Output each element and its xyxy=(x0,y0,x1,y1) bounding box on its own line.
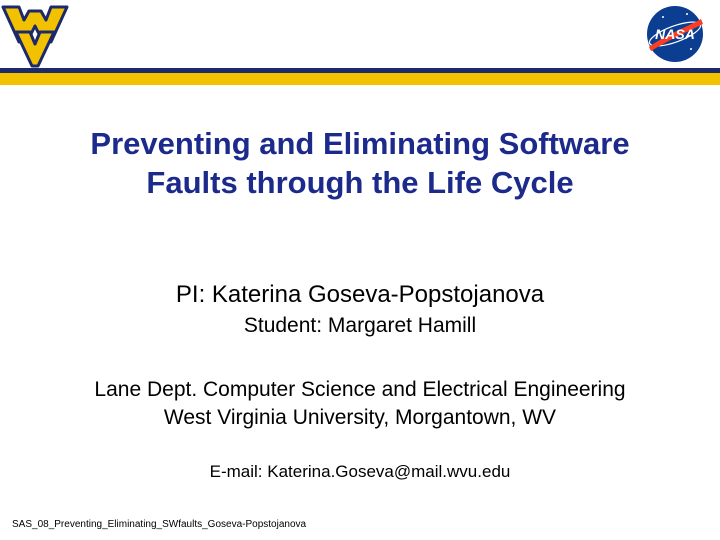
title-line-1: Preventing and Eliminating Software xyxy=(90,126,630,161)
nasa-logo-icon xyxy=(643,3,707,65)
slide-title xyxy=(0,124,720,202)
principal-investigator: PI: Katerina Goseva-Popstojanova xyxy=(175,281,545,308)
nasa-logo-text: NASA xyxy=(655,26,695,42)
affiliation xyxy=(0,376,720,432)
email-address: E-mail: Katerina.Goseva@mail.wvu.edu xyxy=(209,462,511,481)
student-name: Student: Margaret Hamill xyxy=(243,314,477,337)
affiliation-line-2: West Virginia University, Morgantown, WV xyxy=(163,406,557,429)
footer-filename: SAS_08_Preventing_Eliminating_SWfaults_Goseva-Popstojanova xyxy=(12,519,307,530)
header-rule-gold xyxy=(0,73,720,85)
affiliation-line-1: Lane Dept. Computer Science and Electrical Engineering xyxy=(94,378,626,401)
title-line-2: Faults through the Life Cycle xyxy=(146,165,574,200)
wvu-logo-icon xyxy=(0,2,70,70)
